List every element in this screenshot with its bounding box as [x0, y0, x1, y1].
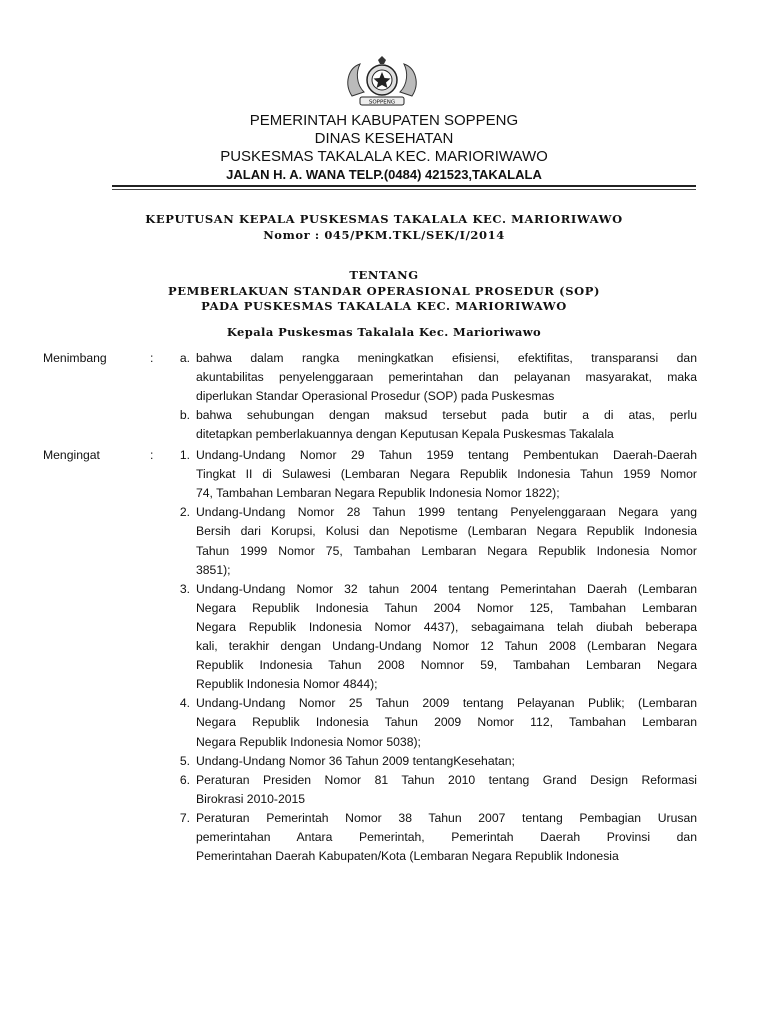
decree-subject-line1: PEMBERLAKUAN STANDAR OPERASIONAL PROSEDUR (SOP): [167, 284, 601, 298]
mengingat-item-line: Undang-Undang Nomor 28 Tahun 1999 tentang Penyelenggaraan Negara yang: [196, 505, 697, 520]
mengingat-item-line: Negara Republik Indonesia Nomor 4437), sebagaimana telah diubah beberapa: [196, 619, 697, 634]
header-agency: DINAS KESEHATAN: [314, 130, 454, 147]
menimbang-item-line: bahwa dalam rangka meningkatkan efisiensi, efektifitas, transparansi dan: [196, 351, 697, 365]
mengingat-item-line: Republik Indonesia Nomor 4844);: [196, 677, 378, 692]
mengingat-item-marker: 4.: [179, 696, 190, 711]
mengingat-item-marker: 5.: [179, 753, 190, 768]
header-government: PEMERINTAH KABUPATEN SOPPENG: [249, 112, 519, 129]
soppeng-emblem-icon: [342, 56, 422, 108]
mengingat-item-line: Birokrasi 2010-2015: [196, 791, 306, 806]
mengingat-item-line: Republik Indonesia Tahun 2008 Nomnor 59, Tambahan Lembaran Negara: [196, 658, 697, 673]
decree-tentang: TENTANG: [349, 268, 419, 282]
mengingat-item-line: pemerintahan Antara Pemerintah, Pemerintah Daerah Provinsi dan: [196, 830, 697, 844]
decree-number: Nomor : 045/PKM.TKL/SEK/I/2014: [263, 228, 505, 242]
mengingat-item-line: Tahun 1999 Nomor 75, Tambahan Lembaran Negara Republik Indonesia Nomor: [196, 543, 697, 558]
menimbang-item-line: akuntabilitas penyelenggaraan pemerintahan dan pelayanan masyarakat, maka: [196, 370, 697, 385]
mengingat-colon: :: [150, 448, 154, 462]
menimbang-item-line: diperlukan Standar Operasional Prosedur (SOP) pada Puskesmas: [196, 389, 555, 404]
decree-authority: Kepala Puskesmas Takalala Kec. Marioriwawo: [226, 325, 542, 339]
header-address: JALAN H. A. WANA TELP.(0484) 421523,TAKALALA: [226, 167, 542, 182]
mengingat-item-line: Peraturan Pemerintah Nomor 38 Tahun 2007 tentang Pembagian Urusan: [196, 810, 697, 825]
mengingat-item-line: Pemerintahan Daerah Kabupaten/Kota (Lembaran Negara Republik Indonesia: [196, 849, 619, 864]
menimbang-item-marker: a.: [179, 351, 190, 365]
mengingat-item-marker: 1.: [179, 448, 190, 462]
menimbang-colon: :: [150, 351, 154, 365]
header-rule-thin: [112, 189, 696, 190]
mengingat-item-marker: 6.: [179, 772, 190, 787]
mengingat-item-line: Negara Republik Indonesia Tahun 2009 Nomor 112, Tambahan Lembaran: [196, 715, 697, 730]
mengingat-item-line: Undang-Undang Nomor 25 Tahun 2009 tentang Pelayanan Publik; (Lembaran: [196, 696, 697, 711]
menimbang-item-line: ditetapkan pemberlakuannya dengan Keputusan Kepala Puskesmas Takalala: [196, 427, 614, 442]
mengingat-item-marker: 7.: [179, 810, 190, 825]
menimbang-label: Menimbang: [43, 351, 107, 365]
mengingat-item-marker: 3.: [179, 581, 190, 596]
header-rule-thick: [112, 185, 696, 187]
mengingat-item-line: 74, Tambahan Lembaran Negara Republik Indonesia Nomor 1822);: [196, 486, 560, 501]
mengingat-item-line: Undang-Undang Nomor 36 Tahun 2009 tentangKesehatan;: [196, 753, 515, 768]
emblem-label: SOPPENG: [368, 99, 396, 106]
mengingat-item-line: 3851);: [196, 562, 231, 577]
mengingat-item-line: Negara Republik Indonesia Tahun 2004 Nomor 125, Tambahan Lembaran: [196, 600, 697, 615]
decree-subject-line2: PADA PUSKESMAS TAKALALA KEC. MARIORIWAWO: [201, 299, 567, 313]
menimbang-item-line: bahwa sehubungan dengan maksud tersebut pada butir a di atas, perlu: [196, 408, 697, 423]
decree-title: KEPUTUSAN KEPALA PUSKESMAS TAKALALA KEC. MARIORIWAWO: [145, 212, 623, 226]
mengingat-item-line: Undang-Undang Nomor 32 tahun 2004 tentang Pemerintahan Daerah (Lembaran: [196, 581, 697, 596]
mengingat-item-line: Peraturan Presiden Nomor 81 Tahun 2010 tentang Grand Design Reformasi: [196, 772, 697, 787]
mengingat-item-line: Negara Republik Indonesia Nomor 5038);: [196, 734, 421, 749]
menimbang-item-marker: b.: [179, 408, 190, 423]
mengingat-item-marker: 2.: [179, 505, 190, 520]
mengingat-item-line: kali, terakhir dengan Undang-Undang Nomor 12 Tahun 2008 (Lembaran Negara: [196, 639, 697, 653]
mengingat-item-line: Undang-Undang Nomor 29 Tahun 1959 tentang Pembentukan Daerah-Daerah: [196, 448, 697, 462]
mengingat-label: Mengingat: [43, 448, 100, 462]
mengingat-item-line: Tingkat II di Sulawesi (Lembaran Negara Republik Indonesia Tahun 1959 Nomor: [196, 467, 697, 482]
header-puskesmas: PUSKESMAS TAKALALA KEC. MARIORIWAWO: [220, 148, 548, 165]
mengingat-item-line: Bersih dari Korupsi, Kolusi dan Nepotisme (Lembaran Negara Republik Indonesia: [196, 524, 697, 539]
